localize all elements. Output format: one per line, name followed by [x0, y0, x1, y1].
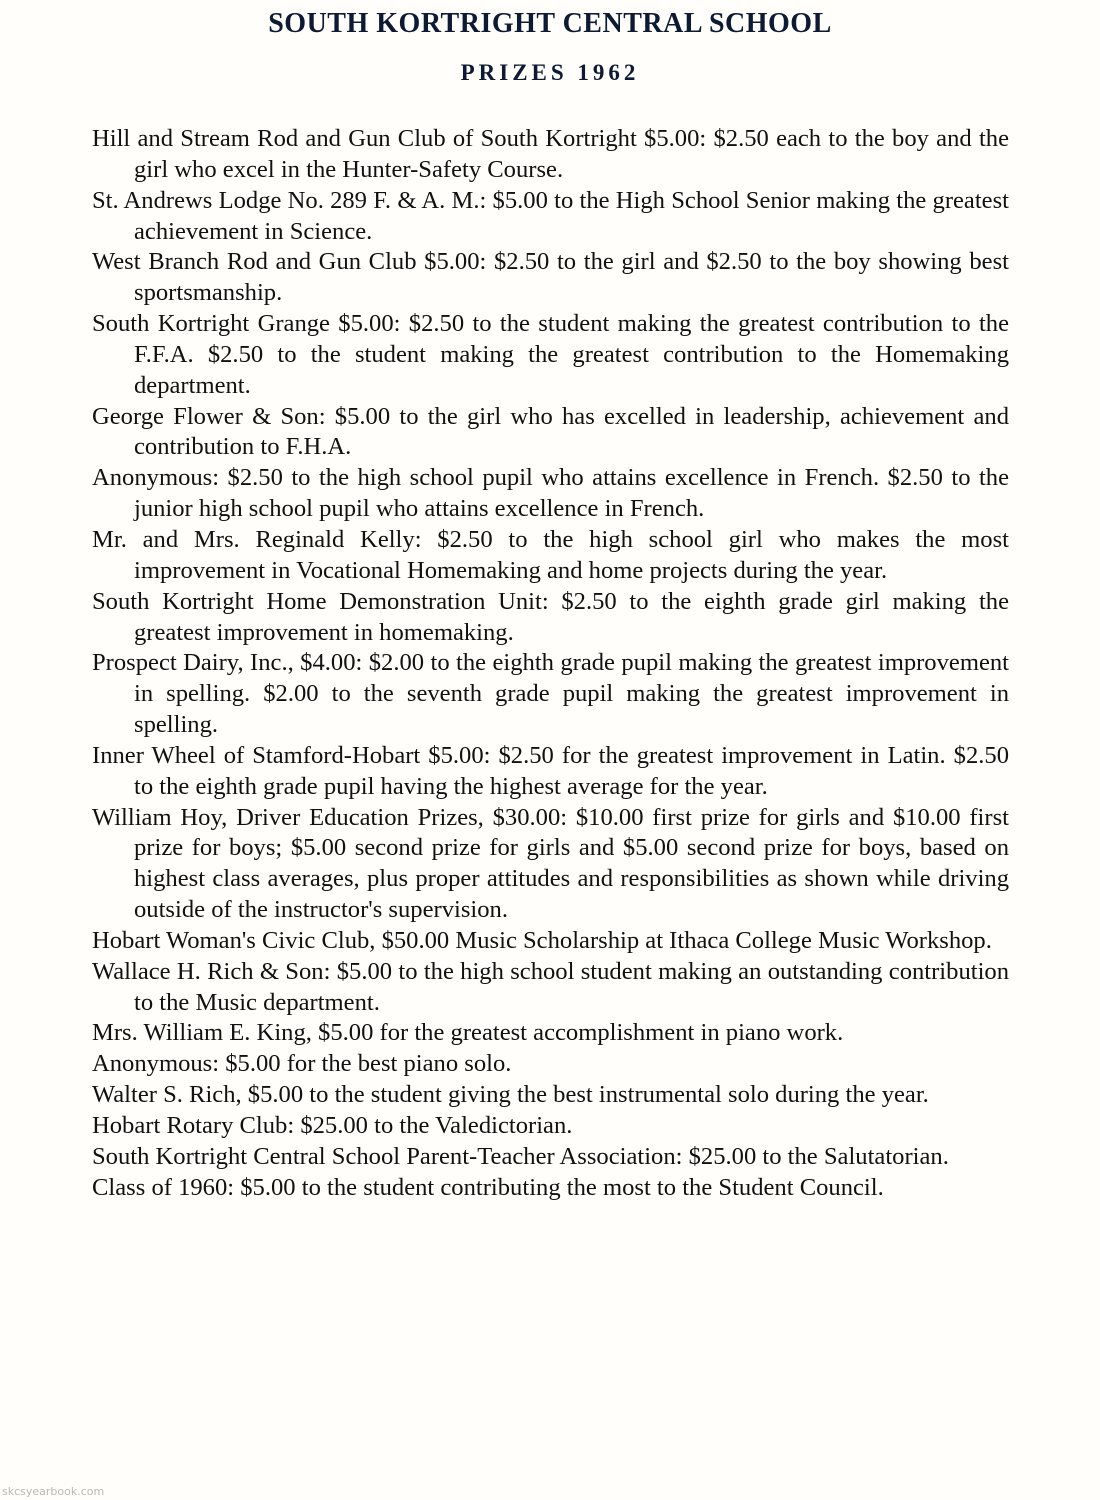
prize-entry: George Flower & Son: $5.00 to the girl who has excelled in leadership, achievement and contribution to F.H.A.: [92, 402, 1009, 461]
prize-entry: Mrs. William E. King, $5.00 for the greatest accomplishment in piano work.: [92, 1019, 844, 1047]
prize-entry: Anonymous: $2.50 to the high school pupil who attains excellence in French. $2.50 to the junior high school pupil who attains excellence in French.: [92, 464, 1009, 523]
prize-entry: Anonymous: $5.00 for the best piano solo.: [92, 1050, 512, 1078]
prize-entry: Hill and Stream Rod and Gun Club of South Kortright $5.00: $2.50 each to the boy and the girl who excel in the Hunter-Safety Course.: [92, 125, 1009, 183]
prize-entry: Wallace H. Rich & Son: $5.00 to the high school student making an outstanding contribution to the Music department.: [92, 957, 1009, 1016]
prize-entry: Mr. and Mrs. Reginald Kelly: $2.50 to the high school girl who makes the most improvement in Vocational Homemaking and home projects during the year.: [92, 525, 1009, 584]
prize-entry: Class of 1960: $5.00 to the student contributing the most to the Student Council.: [92, 1173, 884, 1201]
prize-entry: St. Andrews Lodge No. 289 F. & A. M.: $5.00 to the High School Senior making the greatest achievement in Science.: [92, 186, 1009, 245]
prize-entry: Walter S. Rich, $5.00 to the student giving the best instrumental solo during the year.: [92, 1081, 929, 1109]
school-name-heading: SOUTH KORTRIGHT CENTRAL SCHOOL: [268, 8, 832, 39]
site-watermark: skcsyearbook.com: [2, 1485, 105, 1498]
prize-entry: Prospect Dairy, Inc., $4.00: $2.00 to the eighth grade pupil making the greatest improvement in spelling. $2.00 to the seventh grade pupil making the greatest improvement in spelling.: [92, 649, 1009, 739]
prize-entry: South Kortright Home Demonstration Unit: $2.50 to the eighth grade girl making the greatest improvement in homemaking.: [92, 587, 1009, 646]
prize-entry: South Kortright Central School Parent-Teacher Association: $25.00 to the Salutatorian.: [92, 1142, 949, 1170]
prize-entry: South Kortright Grange $5.00: $2.50 to the student making the greatest contribution to the F.F.A. $2.50 to the student making the greatest contribution to the Homemaking department.: [92, 310, 1009, 399]
prize-entry: Hobart Rotary Club: $25.00 to the Valedictorian.: [92, 1112, 573, 1139]
prize-entry: William Hoy, Driver Education Prizes, $30.00: $10.00 first prize for girls and $10.00 first prize for boys; $5.00 second prize for girls and $5.00 second prize for boys, based on highest class averages, plus proper attitudes and responsibilities as shown while driving outside of the instructor's supervision.: [92, 803, 1009, 924]
prize-entry: West Branch Rod and Gun Club $5.00: $2.50 to the girl and $2.50 to the boy showing best sportsmanship.: [92, 248, 1009, 307]
prize-list: [92, 124, 1009, 1204]
prize-entry: Inner Wheel of Stamford-Hobart $5.00: $2.50 for the greatest improvement in Latin. $2.50 to the eighth grade pupil having the highest average for the year.: [92, 741, 1009, 800]
prizes-title: PRIZES 1962: [460, 60, 640, 85]
prize-entry: Hobart Woman's Civic Club, $50.00 Music Scholarship at Ithaca College Music Workshop.: [92, 926, 992, 954]
